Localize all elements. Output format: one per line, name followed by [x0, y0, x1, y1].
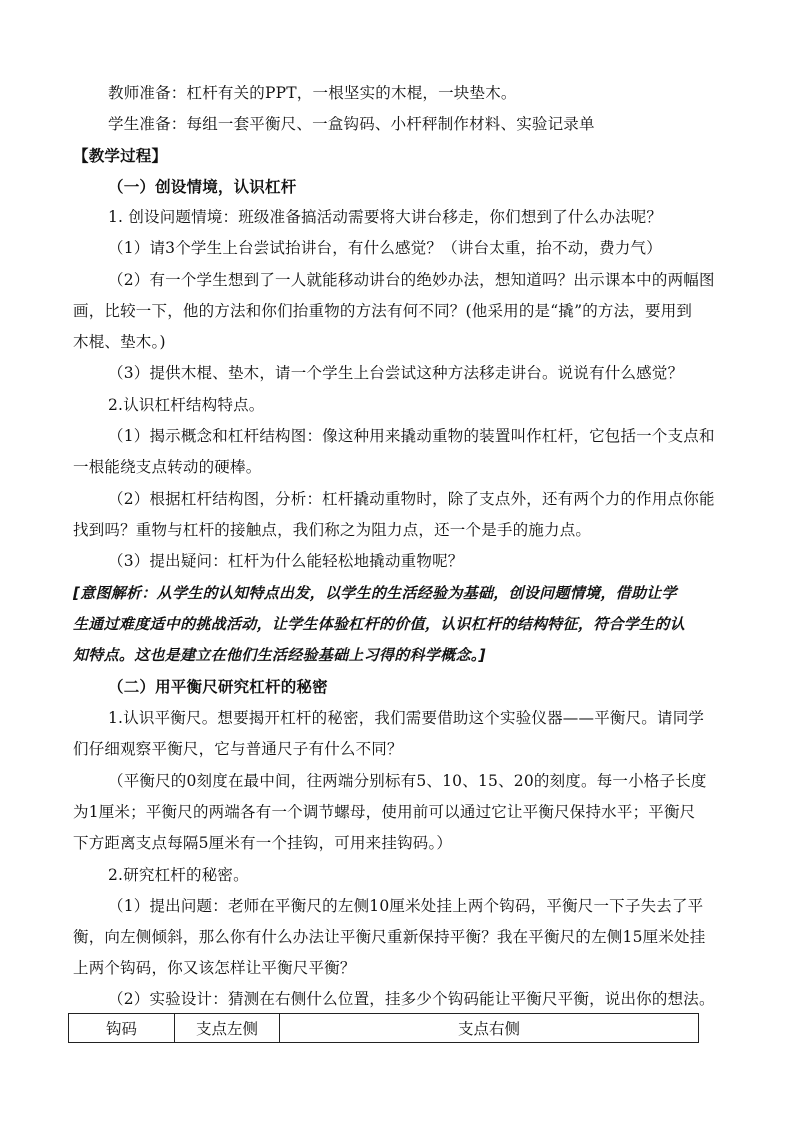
paragraph-line: （3）提出疑问：杠杆为什么能轻松地撬动重物呢？ [108, 552, 464, 570]
paragraph-line: 2.研究杠杆的秘密。 [108, 866, 249, 884]
paragraph-line: 们仔细观察平衡尺，它与普通尺子有什么不同？ [73, 740, 403, 758]
intent-analysis-line: 知特点。这也是建立在他们生活经验基础上习得的科学概念。] [73, 646, 486, 664]
paragraph-line: （1）揭示概念和杠杆结构图：像这种用来撬动重物的装置叫作杠杆，它包括一个支点和 [108, 427, 715, 445]
paragraph-line: 为1厘米；平衡尺的两端各有一个调节螺母，使用前可以通过它让平衡尺保持水平；平衡尺 [73, 803, 696, 821]
paragraph-line: 1. 创设问题情境：班级准备搞活动需要将大讲台移走，你们想到了什么办法呢？ [108, 208, 663, 226]
section-heading-teaching-process: 【教学过程】 [73, 146, 168, 165]
paragraph-line: （1）请3个学生上台尝试抬讲台，有什么感觉？（讲台太重，抬不动，费力气） [108, 239, 662, 257]
paragraph-line: （2）有一个学生想到了一人就能移动讲台的绝妙办法，想知道吗？出示课本中的两幅图 [108, 271, 715, 289]
paragraph-line: 2.认识杠杆结构特点。 [108, 396, 265, 414]
paragraph-line: （3）提供木棍、垫木，请一个学生上台尝试这种方法移走讲台。说说有什么感觉？ [108, 364, 684, 382]
paragraph-line: 下方距离支点每隔5厘米有一个挂钩，可用来挂钩码。） [73, 834, 453, 852]
table-header-fulcrum-left: 支点左侧 [175, 1014, 280, 1043]
experiment-record-table [68, 1013, 699, 1043]
paragraph-line: 一根能绕支点转动的硬棒。 [73, 458, 262, 476]
paragraph-line: （2）根据杠杆结构图，分析：杠杆撬动重物时，除了支点外，还有两个力的作用点你能 [108, 490, 715, 508]
table-header-row [69, 1014, 699, 1043]
intent-analysis-line: [意图解析：从学生的认知特点出发，以学生的生活经验为基础，创设问题情境，借助让学 [73, 584, 677, 602]
paragraph-line: （平衡尺的0刻度在最中间，往两端分别标有5、10、15、20的刻度。每一小格子长度 [108, 772, 707, 790]
paragraph-line: 衡，向左侧倾斜，那么你有什么办法让平衡尺重新保持平衡？我在平衡尺的左侧15厘米处挂 [73, 928, 706, 946]
paragraph-line: 上两个钩码，你又该怎样让平衡尺平衡？ [73, 959, 356, 977]
paragraph-line: 找到吗？重物与杠杆的接触点，我们称之为阻力点，还一个是手的施力点。 [73, 521, 592, 539]
subheading-balance-ruler: （二）用平衡尺研究杠杆的秘密 [108, 677, 328, 696]
student-prep: 学生准备：每组一套平衡尺、一盒钩码、小杆秤制作材料、实验记录单 [108, 115, 595, 133]
teacher-prep: 教师准备：杠杆有关的PPT，一根坚实的木棍，一块垫木。 [108, 84, 517, 102]
table-header-fulcrum-right: 支点右侧 [280, 1014, 699, 1043]
paragraph-line: 木棍、垫木。) [73, 333, 166, 351]
subheading-create-situation: （一）创设情境，认识杠杆 [108, 177, 297, 196]
paragraph-line: 1.认识平衡尺。想要揭开杠杆的秘密，我们需要借助这个实验仪器——平衡尺。请同学 [108, 709, 705, 727]
paragraph-line: （2）实验设计：猜测在右侧什么位置，挂多少个钩码能让平衡尺平衡，说出你的想法。 [108, 990, 715, 1008]
table-header-hook-weight: 钩码 [69, 1014, 175, 1043]
paragraph-line: （1）提出问题：老师在平衡尺的左侧10厘米处挂上两个钩码，平衡尺一下子失去了平 [108, 897, 704, 915]
intent-analysis-line: 生通过难度适中的挑战活动，让学生体验杠杆的价值，认识杠杆的结构特征，符合学生的认 [73, 615, 686, 633]
paragraph-line: 画，比较一下，他的方法和你们抬重物的方法有何不同？(他采用的是“撬”的方法，要用到 [73, 302, 693, 320]
